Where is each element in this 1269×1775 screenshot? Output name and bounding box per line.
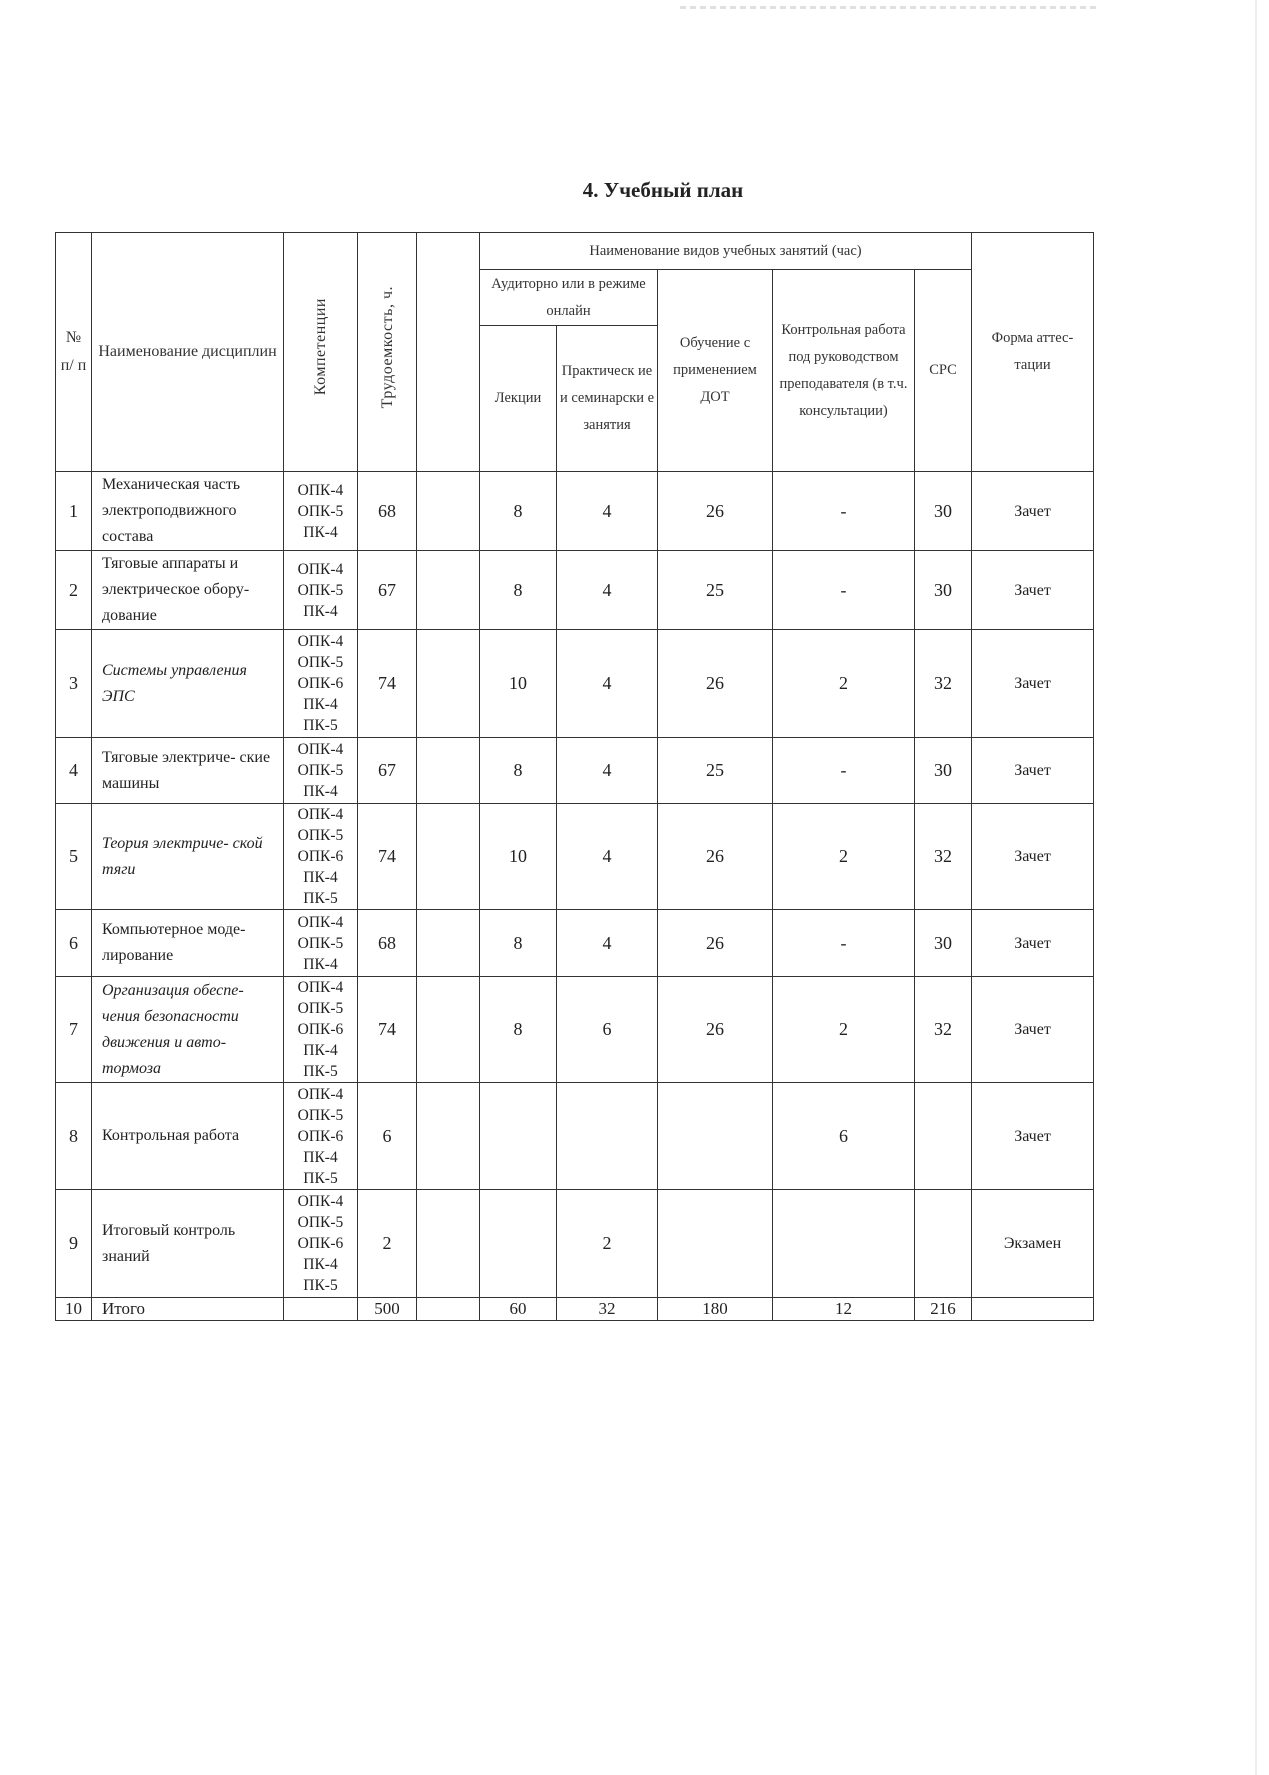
competency: ПК-4 (303, 869, 338, 886)
attestation-form: Зачет (972, 1083, 1094, 1190)
discipline-name: Контрольная работа (92, 1083, 284, 1190)
table-row (56, 1083, 1094, 1190)
table-row (56, 1190, 1094, 1298)
prac-cell: 4 (557, 472, 658, 551)
workload-cell: 6 (358, 1083, 417, 1190)
empty-cell (417, 977, 480, 1083)
competency: ПК-4 (303, 523, 338, 541)
competency: ПК-5 (303, 890, 338, 907)
table-row (56, 551, 1094, 630)
competency: ОПК-5 (297, 581, 344, 599)
lec-cell: 8 (480, 738, 557, 804)
table-row (56, 977, 1094, 1083)
prac-cell: 4 (557, 910, 658, 977)
srs-cell: 30 (915, 910, 972, 977)
srs-cell: 32 (915, 804, 972, 910)
prac-cell: 6 (557, 977, 658, 1083)
ctrl-cell: 6 (773, 1083, 915, 1190)
competency: ПК-4 (303, 783, 338, 800)
row-number: 8 (56, 1083, 92, 1190)
attestation-form: Зачет (972, 630, 1094, 738)
row-number: 2 (56, 551, 92, 630)
header-srs: СРС (915, 270, 972, 472)
competency: ОПК-4 (297, 1193, 344, 1210)
dot-cell: 25 (658, 738, 773, 804)
header-lectures: Лекции (480, 326, 557, 472)
competencies-cell (284, 804, 358, 910)
discipline-name: Организация обеспе- чения безопасности движения и авто- тормоза (92, 977, 284, 1083)
competency: ПК-4 (303, 696, 338, 713)
competency: ПК-4 (303, 1148, 338, 1166)
workload-cell: 74 (358, 630, 417, 738)
ctrl-cell: 2 (773, 977, 915, 1083)
competency: ОПК-6 (297, 1235, 344, 1252)
srs-cell (915, 1083, 972, 1190)
srs-cell: 32 (915, 977, 972, 1083)
row-number: 3 (56, 630, 92, 738)
discipline-name: Компьютерное моде- лирование (92, 910, 284, 977)
lec-cell (480, 1083, 557, 1190)
header-types: Наименование видов учебных занятий (час) (480, 233, 972, 270)
scan-artifact (680, 6, 1100, 9)
competency: ОПК-4 (297, 741, 344, 758)
competencies-cell (284, 738, 358, 804)
header-auditory: Аудиторно или в режиме онлайн (480, 270, 658, 326)
prac-cell: 2 (557, 1190, 658, 1298)
discipline-name: Тяговые электриче- ские машины (92, 738, 284, 804)
page-title: 4. Учебный план (582, 178, 744, 202)
competencies-cell (284, 551, 358, 630)
header-empty (417, 233, 480, 472)
curriculum-table (55, 232, 1094, 1321)
competencies-cell (284, 630, 358, 738)
header-workload (358, 233, 417, 472)
table-row (56, 804, 1094, 910)
header-competencies (284, 233, 358, 472)
header-name: Наименование дисциплин (92, 233, 284, 472)
empty-cell (417, 551, 480, 630)
discipline-name: Механическая часть электроподвижного состава (92, 472, 284, 551)
ctrl-cell: - (773, 910, 915, 977)
competency: ОПК-5 (297, 1000, 344, 1017)
ctrl-cell (773, 1190, 915, 1298)
total-srs: 216 (915, 1298, 972, 1321)
ctrl-cell: - (773, 472, 915, 551)
lec-cell: 10 (480, 804, 557, 910)
dot-cell (658, 1190, 773, 1298)
workload-cell: 67 (358, 551, 417, 630)
competency: ПК-4 (303, 955, 338, 973)
srs-cell: 30 (915, 551, 972, 630)
dot-cell: 26 (658, 977, 773, 1083)
dot-cell (658, 1083, 773, 1190)
discipline-name: Итоговый контроль знаний (92, 1190, 284, 1298)
lec-cell: 10 (480, 630, 557, 738)
attestation-form: Зачет (972, 804, 1094, 910)
header-control: Контрольная работа под руководством преподавателя (в т.ч. консультации) (773, 270, 915, 472)
total-ctrl: 12 (773, 1298, 915, 1321)
attestation-form: Зачет (972, 977, 1094, 1083)
lec-cell: 8 (480, 472, 557, 551)
competencies-cell (284, 1083, 358, 1190)
competency: ОПК-4 (297, 806, 344, 823)
header-practical: Практическ ие и семинарски е занятия (557, 326, 658, 472)
competency: ПК-4 (303, 1256, 338, 1273)
row-number: 9 (56, 1190, 92, 1298)
empty-cell (417, 1190, 480, 1298)
competency: ОПК-5 (297, 502, 344, 520)
discipline-name: Системы управления ЭПС (92, 630, 284, 738)
competency: ОПК-5 (297, 827, 344, 844)
prac-cell: 4 (557, 804, 658, 910)
competency: ОПК-5 (297, 1106, 344, 1124)
competencies-cell (284, 977, 358, 1083)
empty-cell (417, 910, 480, 977)
attestation-form: Зачет (972, 910, 1094, 977)
srs-cell: 30 (915, 738, 972, 804)
competency: ОПК-4 (297, 481, 344, 499)
table-row (56, 910, 1094, 977)
competency: ПК-4 (303, 602, 338, 620)
empty-cell (417, 804, 480, 910)
header-competencies-label: Компетенции (312, 298, 329, 396)
dot-cell: 26 (658, 910, 773, 977)
table-row (56, 738, 1094, 804)
attestation-form: Зачет (972, 738, 1094, 804)
row-number: 5 (56, 804, 92, 910)
empty-cell (417, 1083, 480, 1190)
competencies-cell (284, 910, 358, 977)
competency: ОПК-5 (297, 654, 344, 671)
competencies-cell (284, 472, 358, 551)
row-number: 6 (56, 910, 92, 977)
empty-cell (417, 738, 480, 804)
table-row (56, 630, 1094, 738)
dot-cell: 25 (658, 551, 773, 630)
attestation-form: Зачет (972, 551, 1094, 630)
empty-cell (417, 1298, 480, 1321)
srs-cell (915, 1190, 972, 1298)
prac-cell: 4 (557, 551, 658, 630)
workload-cell: 74 (358, 804, 417, 910)
total-label: Итого (92, 1298, 284, 1321)
lec-cell: 8 (480, 910, 557, 977)
empty-cell (417, 472, 480, 551)
empty-cell (972, 1298, 1094, 1321)
total-workload: 500 (358, 1298, 417, 1321)
row-number: 4 (56, 738, 92, 804)
attestation-form: Зачет (972, 472, 1094, 551)
competency: ПК-4 (303, 1042, 338, 1059)
competency: ОПК-6 (297, 848, 344, 865)
ctrl-cell: - (773, 551, 915, 630)
discipline-name: Теория электриче- ской тяги (92, 804, 284, 910)
lec-cell: 8 (480, 551, 557, 630)
total-row (56, 1298, 1094, 1321)
header-workload-label: Трудоемкость, ч. (378, 285, 396, 409)
competency: ОПК-4 (297, 633, 344, 650)
competency: ОПК-4 (297, 560, 344, 578)
total-lec: 60 (480, 1298, 557, 1321)
workload-cell: 2 (358, 1190, 417, 1298)
total-dot: 180 (658, 1298, 773, 1321)
prac-cell: 4 (557, 738, 658, 804)
competency: ПК-5 (303, 1277, 338, 1294)
attestation-form: Экзамен (972, 1190, 1094, 1298)
workload-cell: 68 (358, 472, 417, 551)
dot-cell: 26 (658, 804, 773, 910)
ctrl-cell: 2 (773, 630, 915, 738)
competency: ОПК-4 (297, 913, 344, 931)
workload-cell: 74 (358, 977, 417, 1083)
competency: ПК-5 (303, 717, 338, 734)
competency: ОПК-6 (297, 1021, 344, 1038)
competency: ОПК-4 (297, 979, 344, 996)
lec-cell (480, 1190, 557, 1298)
competency: ПК-5 (303, 1063, 338, 1080)
competencies-cell (284, 1190, 358, 1298)
table-row (56, 472, 1094, 551)
workload-cell: 68 (358, 910, 417, 977)
competency: ОПК-4 (297, 1085, 344, 1103)
workload-cell: 67 (358, 738, 417, 804)
row-number: 7 (56, 977, 92, 1083)
dot-cell: 26 (658, 630, 773, 738)
dot-cell: 26 (658, 472, 773, 551)
srs-cell: 32 (915, 630, 972, 738)
discipline-name: Тяговые аппараты и электрическое обору- дование (92, 551, 284, 630)
competency: ОПК-5 (297, 1214, 344, 1231)
total-number: 10 (56, 1298, 92, 1321)
srs-cell: 30 (915, 472, 972, 551)
ctrl-cell: - (773, 738, 915, 804)
empty-cell (417, 630, 480, 738)
competency: ОПК-5 (297, 934, 344, 952)
prac-cell (557, 1083, 658, 1190)
row-number: 1 (56, 472, 92, 551)
competency: ОПК-5 (297, 762, 344, 779)
competency: ОПК-6 (297, 675, 344, 692)
prac-cell: 4 (557, 630, 658, 738)
total-prac: 32 (557, 1298, 658, 1321)
scan-edge (1255, 0, 1257, 1775)
lec-cell: 8 (480, 977, 557, 1083)
empty-cell (284, 1298, 358, 1321)
ctrl-cell: 2 (773, 804, 915, 910)
header-dot: Обучение с применением ДОТ (658, 270, 773, 472)
competency: ПК-5 (303, 1169, 338, 1187)
header-num: № п/ п (56, 233, 92, 472)
competency: ОПК-6 (297, 1127, 344, 1145)
header-form: Форма аттес- тации (972, 233, 1094, 472)
